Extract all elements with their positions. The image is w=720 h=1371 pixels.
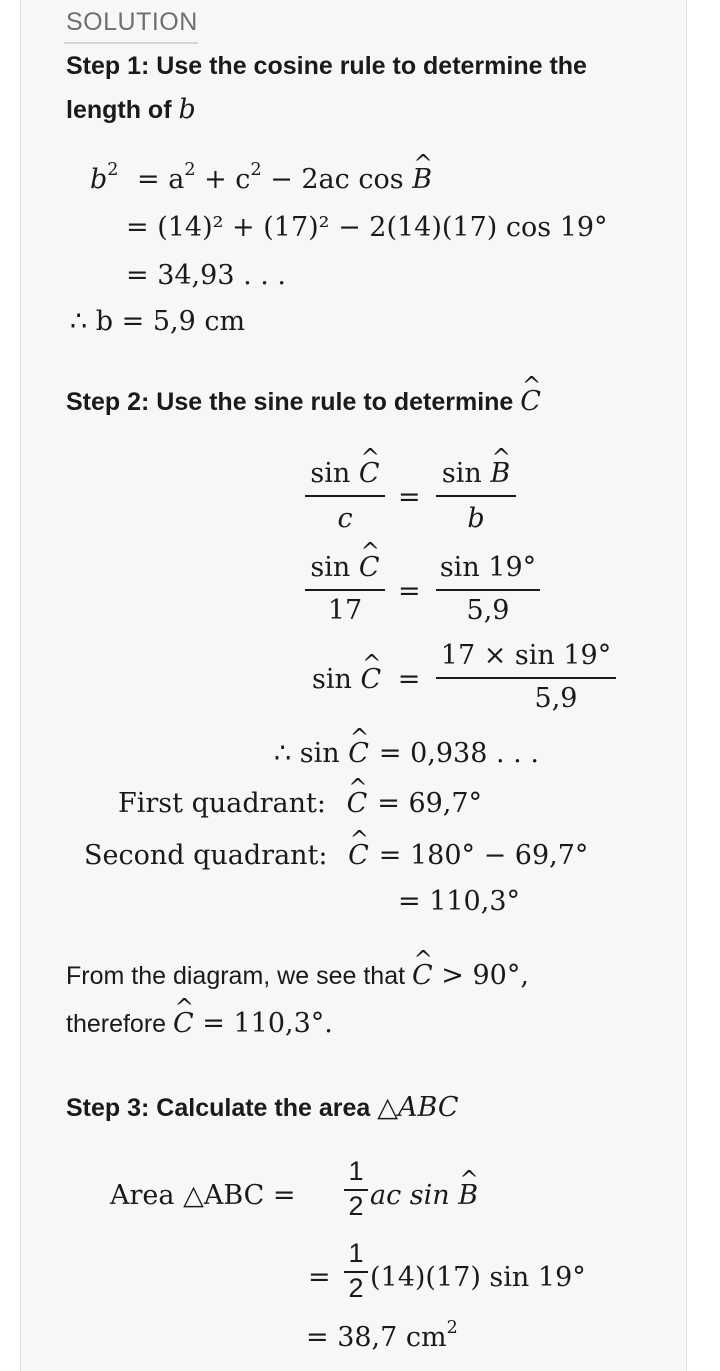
conclusion-line2: therefore ^ C = 110,3°. (66, 1008, 333, 1039)
conclusion-line1: From the diagram, we see that ^ C > 90°, (66, 960, 529, 991)
step1-heading-var: b (178, 94, 196, 125)
eq1-left-fraction: sin ^ C c (305, 458, 385, 534)
step1-eq-line2: = (14)² + (17)² − 2(14)(17) cos 19° (126, 212, 608, 243)
eq4-line: ∴ sin ^ C = 0,938 . . . (274, 738, 539, 769)
step3-half-fraction-2: 1 2 (344, 1238, 368, 1304)
step3-line3: = 38,7 $cm^2$ (306, 1317, 458, 1353)
step1-eq-line1: $b^2 = a^2 + c^2 - 2ac$ cos ^ B (90, 164, 432, 195)
step3-half-fraction-1: 1 2 (344, 1156, 368, 1222)
eq2-left-fraction: sin ^ C 17 (305, 552, 385, 626)
step3-line2-equals: = (308, 1262, 331, 1293)
step3-line1-tail: ac sin ^ B (370, 1180, 478, 1211)
eq3-fraction: 17 × sin 19° 5,9 (436, 640, 616, 714)
step2-heading-var: ^ C (520, 386, 541, 417)
step2-heading: Step 2: Use the sine rule to determine ^ C (66, 386, 541, 417)
eq2-right-fraction: sin 19° 5,9 (436, 552, 540, 626)
eq1-equals: = (398, 482, 421, 513)
step1-eq-line3: = 34,93 . . . (126, 260, 286, 291)
solution-label: SOLUTION (66, 8, 198, 36)
step3-heading: Step 3: Calculate the area △ABC (66, 1092, 459, 1123)
step3-line2-tail: (14)(17) sin 19° (370, 1262, 586, 1293)
eq5-line: First quadrant: ^ C = 69,7° (118, 788, 482, 819)
step1-eq-line4: ∴ b = 5,9 cm (70, 306, 246, 337)
eq1-right-fraction: sin ^ B b (436, 458, 516, 534)
eq3-lhs: sin ^ C = (312, 664, 420, 695)
step1-heading-line1: Step 1: Use the cosine rule to determine the (66, 52, 587, 80)
step3-area-label: Area △ABC = (110, 1180, 296, 1211)
eq6-line: Second quadrant: ^ C = 180° − 69,7° (84, 840, 588, 871)
step1-heading-line2: length of b (66, 94, 196, 125)
eq7-line: = 110,3° (398, 886, 521, 917)
eq2-equals: = (398, 576, 421, 607)
solution-label-underline (64, 42, 198, 44)
